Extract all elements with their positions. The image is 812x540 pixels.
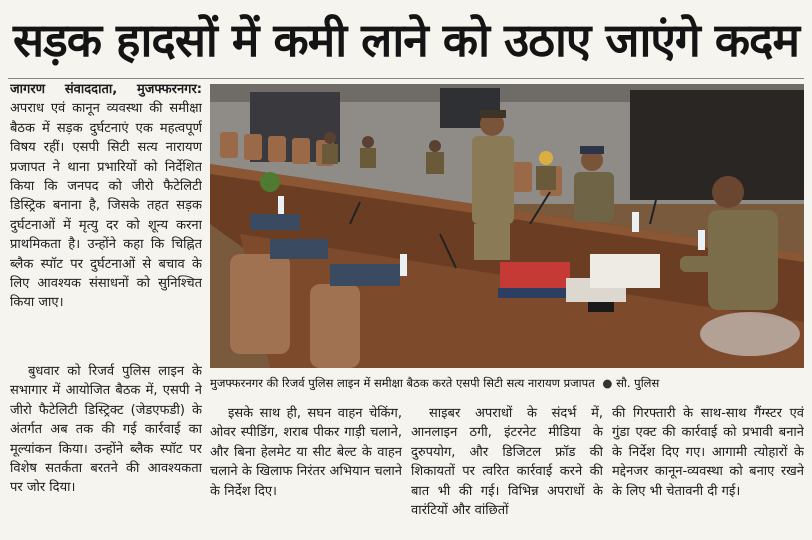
caption-text: मुजफ्फरनगर की रिजर्व पुलिस लाइन में समीक्षा बैठक करते एसपी सिटी सत्य नारायण प्रजापत	[210, 376, 595, 390]
headline: सड़क हादसों में कमी लाने को उठाए जाएंगे कदम	[13, 13, 799, 67]
headline-divider	[8, 78, 804, 79]
meeting-hall-photo	[210, 84, 804, 368]
byline: जागरण संवाददाता, मुजफ्फरनगर:	[10, 82, 202, 97]
paragraph-4: साइबर अपराधों के संदर्भ में, आनलाइन ठगी, इंटरनेट मीडिया के दुरुपयोग, और डिजिटल फ्रॉड की शिकायतों पर त्वरित कार्रवाई करने की बात भी की गई। विभिन्न अपराधों के वारंटियों और वांछितों	[411, 406, 603, 519]
photo-credit: सौ. पुलिस	[616, 376, 660, 390]
credit-bullet-icon: ●	[602, 376, 613, 390]
photo-caption	[210, 372, 804, 394]
article-column-2	[210, 404, 402, 532]
article-column-1-bottom	[10, 362, 202, 532]
paragraph-1: अपराध एवं कानून व्यवस्था की समीक्षा बैठक में सड़क दुर्घटनाएं एक महत्वपूर्ण विषय रहीं। एसपी सिटी सत्य नारायण प्रजापत ने थाना प्रभारियों को निर्देशित किया कि जनपद को जीरो फैटेलिटी डिस्ट्रिक बनाना है, जिसके तहत सड़क दुर्घटनाओं में मृत्यु दर को शून्य करना प्राथमिकता है। उन्होंने कहा कि चिह्नित ब्लैक स्पॉट पर दुर्घटनाओं से बचाव के लिए आवश्यक संसाधनों को सुनिश्चित किया जाए।	[10, 101, 202, 311]
news-photo	[210, 84, 804, 368]
paragraph-5: की गिरफ्तारी के साथ-साथ गैंग्स्टर एवं गुंडा एक्ट की कार्रवाई को प्रभावी बनाने के निर्देश दिए गए। आगामी त्योहारों के मद्देनजर कानून-व्यवस्था को बनाए रखने के लिए भी चेतावनी दी गई।	[612, 406, 804, 499]
paragraph-3: इसके साथ ही, सघन वाहन चेकिंग, ओवर स्पीडिंग, शराब पीकर गाड़ी चलाने, और बिना हेलमेट या सीट बेल्ट के वाहन चलाने के खिलाफ निरंतर अभियान चलाने के निर्देश दिए।	[210, 406, 402, 499]
article-column-1-top	[10, 80, 202, 362]
article-column-4	[612, 404, 804, 532]
article-column-3	[411, 404, 603, 532]
paragraph-2: बुधवार को रिजर्व पुलिस लाइन के सभागार में आयोजित बैठक में, एसपी ने जीरो फैटेलिटी डिस्ट्रिक्ट (जेडएफडी) के अंतर्गत अब तक की गई कार्रवाई का मूल्यांकन किया। उन्होंने ब्लैक स्पॉट पर विशेष सतर्कता बरतने की आवश्यकता पर जोर दिया।	[10, 364, 202, 496]
